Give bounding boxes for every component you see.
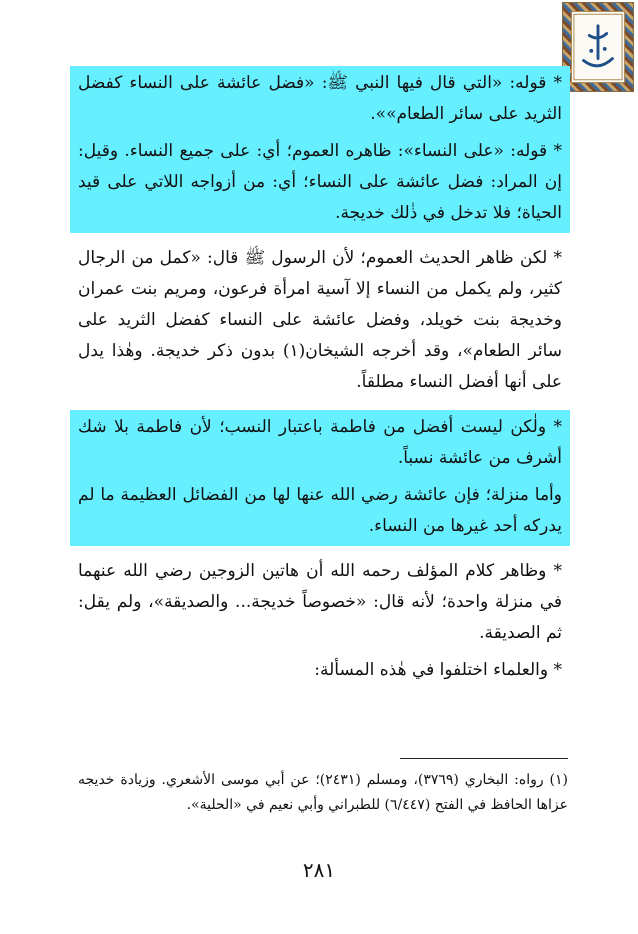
paragraph-7: * والعلماء اختلفوا في هٰذه المسألة: xyxy=(314,660,562,680)
ornamental-logo xyxy=(562,2,634,92)
page-body xyxy=(70,66,570,690)
highlight-block-2 xyxy=(70,410,570,546)
paragraph-4: * ولٰكن ليست أفضل من فاطمة باعتبار النسب؛ لأن فاطمة بلا شك أشرف من عائشة نسباً. xyxy=(78,417,562,468)
paragraph-3: * لكن ظاهر الحديث العموم؛ لأن الرسول ﷺ قال: «كمل من الرجال كثير، ولم يكمل من النساء إلا آسية امرأة فرعون، ومريم بنت عمران وخديجة بنت خويلد، وفضل عائشة على النساء كفضل الثريد على سائر الطعام»، وقد أخرجه الشيخان(١) بدون ذكر خديجة. وهٰذا يدل على أنها أفضل النساء مطلقاً. xyxy=(78,248,562,392)
footnote-divider xyxy=(400,758,568,759)
paragraph-5: وأما منزلة؛ فإن عائشة رضي الله عنها لها من الفضائل العظيمة ما لم يدركه أحد غيرها من النساء. xyxy=(78,485,562,536)
paragraph-2: * قوله: «على النساء»: ظاهره العموم؛ أي: على جميع النساء. وقيل: إن المراد: فضل عائشة على النساء؛ أي: من أزواجه اللاتي على قيد الحياة؛ فلا تدخل في ذٰلك خديجة. xyxy=(78,141,562,223)
paragraph-1: * قوله: «التي قال فيها النبي ﷺ: «فضل عائشة على النساء كفضل الثريد على سائر الطعام»». xyxy=(78,73,562,124)
paragraph-6: * وظاهر كلام المؤلف رحمه الله أن هاتين الزوجين رضي الله عنهما في منزلة واحدة؛ لأنه قال: «خصوصاً خديجة... والصديقة»، ولم يقل: ثم الصديقة. xyxy=(78,561,562,643)
page-number: ٢٨١ xyxy=(302,858,336,882)
highlight-block-1 xyxy=(70,66,570,233)
footnote: (١) رواه: البخاري (٣٧٦٩)، ومسلم (٢٤٣١)؛ عن أبي موسى الأشعري. وزيادة خديجه عزاها الحافظ في الفتح (٦/٤٤٧) للطبراني وأبي نعيم في «الحلية». xyxy=(78,772,568,813)
calligraphy-emblem-icon xyxy=(572,12,624,82)
